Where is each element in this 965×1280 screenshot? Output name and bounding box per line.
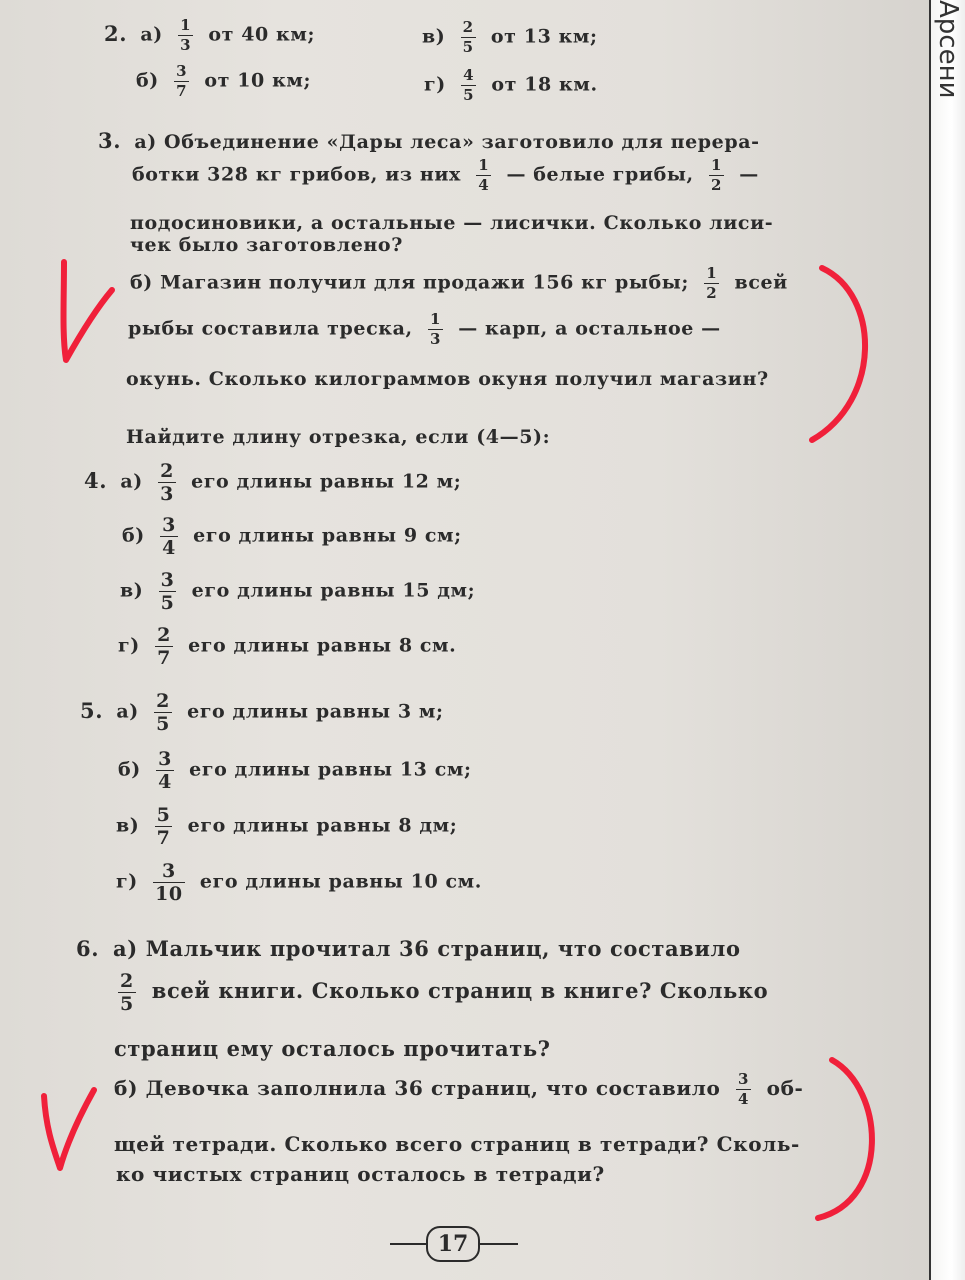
checkmark-2 xyxy=(44,1090,94,1168)
task-number: 3. xyxy=(98,128,122,153)
task3a-line1: 3. а) Объединение «Дары леса» заготовило для перера- xyxy=(98,128,760,153)
task-number: 5. xyxy=(80,697,104,723)
task3b-line1: б) Магазин получил для продажи 156 кг рыбы; $\frac{1}{2}$ всей xyxy=(130,264,788,302)
task4-item-g: г) $\frac{2}{7}$ его длины равны 8 см. xyxy=(118,624,457,669)
fraction: $\frac{3}{7}$ xyxy=(176,62,188,100)
task5-item-g: г) $\frac{3}{10}$ его длины равны 10 см. xyxy=(116,860,482,905)
instruction-heading: Найдите длину отрезка, если (4—5): xyxy=(126,426,551,448)
fraction: $\frac{3}{5}$ xyxy=(160,569,175,614)
fraction: $\frac{3}{4}$ xyxy=(162,514,176,559)
fraction: $\frac{2}{7}$ xyxy=(157,624,171,669)
task2-row-b: б) $\frac{3}{7}$ от 10 км; xyxy=(136,62,312,100)
task5-item-b: б) $\frac{3}{4}$ его длины равны 13 см; xyxy=(118,748,472,793)
bracket-1 xyxy=(812,268,865,440)
task6b-line2: щей тетради. Сколько всего страниц в тетради? Сколь- xyxy=(114,1132,800,1156)
task-number: 6. xyxy=(76,936,100,961)
task2-row-v: в) $\frac{2}{5}$ от 13 км; xyxy=(422,18,598,56)
task6a-line1: 6. а) Мальчик прочитал 36 страниц, что составило xyxy=(76,936,741,961)
page-number: 17 xyxy=(426,1226,480,1262)
task5-item-a: 5. а) $\frac{2}{5}$ его длины равны 3 м; xyxy=(80,690,444,735)
bracket-2 xyxy=(818,1060,872,1218)
task2-row-a: 2. а) $\frac{1}{3}$ от 40 км; xyxy=(104,16,316,54)
task-number: 4. xyxy=(84,467,108,493)
task2-row-g: г) $\frac{4}{5}$ от 18 км. xyxy=(424,66,598,104)
fraction: $\frac{3}{4}$ xyxy=(158,748,172,793)
fraction: $\frac{1}{2}$ xyxy=(710,156,722,194)
task6b-line3: ко чистых страниц осталось в тетради? xyxy=(116,1162,605,1186)
task3a-line3: подосиновики, а остальные — лисички. Сколько лиси- xyxy=(130,212,774,234)
task4-item-b: б) $\frac{3}{4}$ его длины равны 9 см; xyxy=(122,514,462,559)
fraction: $\frac{3}{10}$ xyxy=(155,860,183,905)
fraction: $\frac{1}{3}$ xyxy=(180,16,192,54)
fraction: $\frac{2}{5}$ xyxy=(462,18,474,56)
fraction: $\frac{1}{4}$ xyxy=(478,156,490,194)
task4-item-v: в) $\frac{3}{5}$ его длины равны 15 дм; xyxy=(120,569,476,614)
edge-label: Арсени xyxy=(933,0,963,99)
fraction: $\frac{2}{3}$ xyxy=(160,460,174,505)
fraction: $\frac{2}{5}$ xyxy=(156,690,170,735)
task3b-line3: окунь. Сколько килограммов окуня получил магазин? xyxy=(126,368,769,390)
task6a-line2: $\frac{2}{5}$ всей книги. Сколько страниц в книге? Сколько xyxy=(120,970,769,1015)
task5-item-v: в) $\frac{5}{7}$ его длины равны 8 дм; xyxy=(116,804,458,849)
checkmark-1 xyxy=(64,262,113,360)
fraction: $\frac{3}{4}$ xyxy=(738,1070,750,1108)
fraction: $\frac{4}{5}$ xyxy=(463,66,475,104)
fraction: $\frac{1}{2}$ xyxy=(706,264,718,302)
fraction: $\frac{1}{3}$ xyxy=(429,310,442,348)
task3a-line2: ботки 328 кг грибов, из них $\frac{1}{4}$ — белые грибы, $\frac{1}{2}$ — xyxy=(132,156,759,194)
task4-item-a: 4. а) $\frac{2}{3}$ его длины равны 12 м; xyxy=(84,460,462,505)
fraction: $\frac{5}{7}$ xyxy=(156,804,171,849)
task6a-line3: страниц ему осталось прочитать? xyxy=(114,1036,551,1061)
task6b-line1: б) Девочка заполнила 36 страниц, что составило $\frac{3}{4}$ об- xyxy=(114,1070,804,1108)
fraction: $\frac{2}{5}$ xyxy=(120,970,134,1015)
task3a-line4: чек было заготовлено? xyxy=(130,234,403,256)
task3b-line2: рыбы составила треска, $\frac{1}{3}$ — карп, а остальное — xyxy=(128,310,721,348)
task-number: 2. xyxy=(104,20,128,46)
